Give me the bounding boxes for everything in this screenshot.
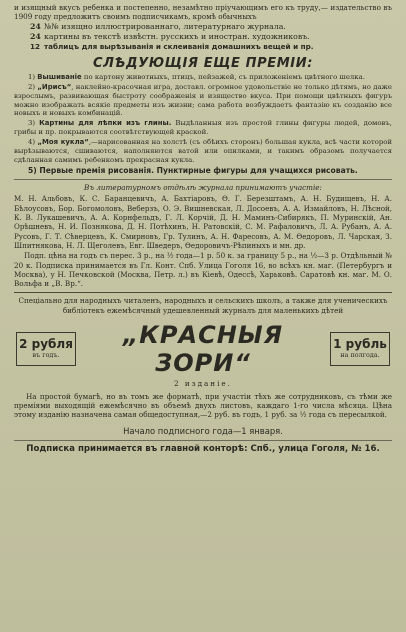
premium-item (14, 73, 392, 82)
divider (14, 179, 392, 180)
halfyear-price-box (330, 332, 390, 366)
premium-number: 5) (28, 165, 37, 175)
subscription-start: Начало подписного года—1 января. (123, 425, 283, 436)
bullet-number: 24 (30, 31, 41, 41)
premium-number: 3) (28, 119, 36, 128)
journal-title-row (16, 321, 390, 377)
price-info: Подп. цѣна на годъ съ перес. 3 р., на ½ года—1 р. 50 к. за границу 5 р., на ½—3 р. Отдѣльный № 20 к. Подписка принимается въ Гл. Конт. Спб. Улица Гоголя 16, во всѣхъ кн. маг. (Петербургъ и Москва), у Н. Печковской (Москва, Петр. л.) въ Кіевѣ, Одессѣ, Харьковѣ. Саратовѣ кн. маг. М. О. Вольфа и „В. Вр.“. (14, 251, 392, 289)
premium-item (14, 166, 392, 176)
yearly-price-box (16, 332, 76, 366)
halfyear-price: 1 рубль (333, 337, 387, 352)
premium-title: Вышиваніе (37, 72, 82, 81)
bullet-text: №№ изящно иллюстрированнаго, литературнаго журнала. (44, 21, 286, 31)
premium-text: Пунктирные фигуры для учащихся рисовать. (154, 165, 358, 175)
divider (14, 440, 392, 441)
contributors-list: М. Н. Альбовъ, К. С. Баранцевичъ, А. Бахтіаровъ, Ѳ. Г. Березштамъ, А. Н. Будищевъ, Н. А. Бѣлоусовъ, Бор. Богомоловъ, Веберзъ, О. Э. Вишневская, Л. Досоевъ, А. А. Измайловъ, Н. Лѣсной, К. В. Лукашевичъ, А. А. Корнфельдъ, Г. Л. Корчій, Д. Н. Маминъ-Сибирякъ, П. Муринскій, Ан. Орѣшневъ, Н. И. Познякова, Д. Н. Потѣхинъ, Н. Ратовскій, С. М. Рафаловичъ, Л. А. Рубанъ, А. А. Русовъ, Г. Т. Сѣверцевъ, К. Смирновъ, Гр. Тулинъ, А. Н. Фаресовъ, А. М. Ѳедоровъ, Л. Чарская, З. Шпитнякова, Н. Л. Щеголевъ, Евг. Шведеръ, Ѳедоровичъ-Рѣпиныхъ и мн. др. (14, 194, 392, 250)
premium-number: 1) (28, 72, 36, 81)
halfyear-price-label: на полгода. (340, 351, 380, 360)
bullet-item (14, 22, 392, 32)
premium-item (14, 83, 392, 119)
premium-text: Выдѣланныя изъ простой глины фигуры людей, домовъ, грибы и пр. покрываются соотвѣтствующей краской. (14, 119, 392, 137)
bullet-text: таблицъ для вырѣзыванія и склеиванія домашнихъ вещей и пр. (44, 41, 314, 51)
journal-title: „КРАСНЫЯ ЗОРИ“ (122, 320, 284, 377)
premium-text: по картону животныхъ, птицъ, пейзажей, съ приложеніемъ цвѣтного шелка. (81, 72, 365, 81)
yearly-price: 2 рубля (19, 337, 73, 352)
premium-title: „Моя кукла“ (37, 138, 89, 147)
premiums-heading: СЛѢДУЮЩІЯ ЕЩЕ ПРЕМІИ: (93, 55, 313, 71)
premium-text: ,—нарисованная на холстѣ (съ обѣихъ сторонъ) большая кукла, всѣ части которой вырѣзываются, сшиваются, наполняются ватой или опилками, и такимъ образомъ получается сдѣланная самимъ ребенкомъ прекрасная кукла. (14, 138, 392, 164)
bullet-text: картины въ текстѣ извѣстн. русскихъ и иностран. художниковъ. (44, 31, 310, 41)
bullet-number: 12 (30, 41, 41, 51)
bullet-item (14, 42, 392, 52)
premium-item (14, 138, 392, 165)
premium-number: 2) (28, 82, 36, 91)
edition-label: 2 изданіе. (174, 378, 232, 388)
premium-number: 4) (28, 138, 36, 147)
premium-title: Картины для лѣпки изъ глины. (39, 119, 172, 128)
premium-item (14, 119, 392, 137)
bullet-list (14, 22, 392, 52)
premium-list (14, 73, 392, 176)
premium-title: Первые премія рисованія. (39, 165, 155, 175)
bullet-number: 24 (30, 21, 41, 31)
special-edition-text: Спеціально для народныхъ читаленъ, народныхъ и сельскихъ школъ, а также для ученическихъ библіотекъ ежемѣсячный удешевленный журналъ для маленькихъ дѣтей (18, 296, 388, 315)
bullet-item (14, 32, 392, 42)
intro-text: и изящный вкусъ ребенка и постепенно, незамѣтно пріучающимъ его къ труду,— издательство въ 1909 году предложитъ своимъ подписчикамъ, кромѣ обычныхъ (14, 3, 392, 22)
divider (14, 292, 392, 293)
contributors-heading: Въ литературномъ отдѣлѣ журнала принимаютъ участіе: (84, 183, 322, 193)
subscription-address: Подписка принимается въ главной конторѣ: Спб., улица Гоголя, № 16. (26, 443, 380, 454)
yearly-price-label: въ годъ. (32, 351, 60, 360)
premium-text: , наклейно-красочная игра, доставл. огромное удовольствіе не только дѣтямъ, но даже взрослымъ, развивающая быстроту соображенія и изящество вкуса. При помощи цвѣтныхъ фигуръ можно изображать всякіе предметы изъ жизни; сама работа возбуждаетъ фантазію къ созданію все новыхъ и новыхъ комбинацій. (14, 82, 392, 118)
edition-description: На простой бумагѣ, но въ томъ же форматѣ, при участіи тѣхъ же сотрудниковъ, съ тѣми же преміями выходящій ежемѣсячно въ объемѣ двухъ листовъ, каждаго 1-го числа мѣсяца. Цѣна этому изданію назначена самая общедоступная,—2 руб. въ годъ, 1 руб. за ½ года съ пересылкой. (14, 391, 392, 420)
premium-title: „Ирисъ“ (37, 82, 72, 91)
